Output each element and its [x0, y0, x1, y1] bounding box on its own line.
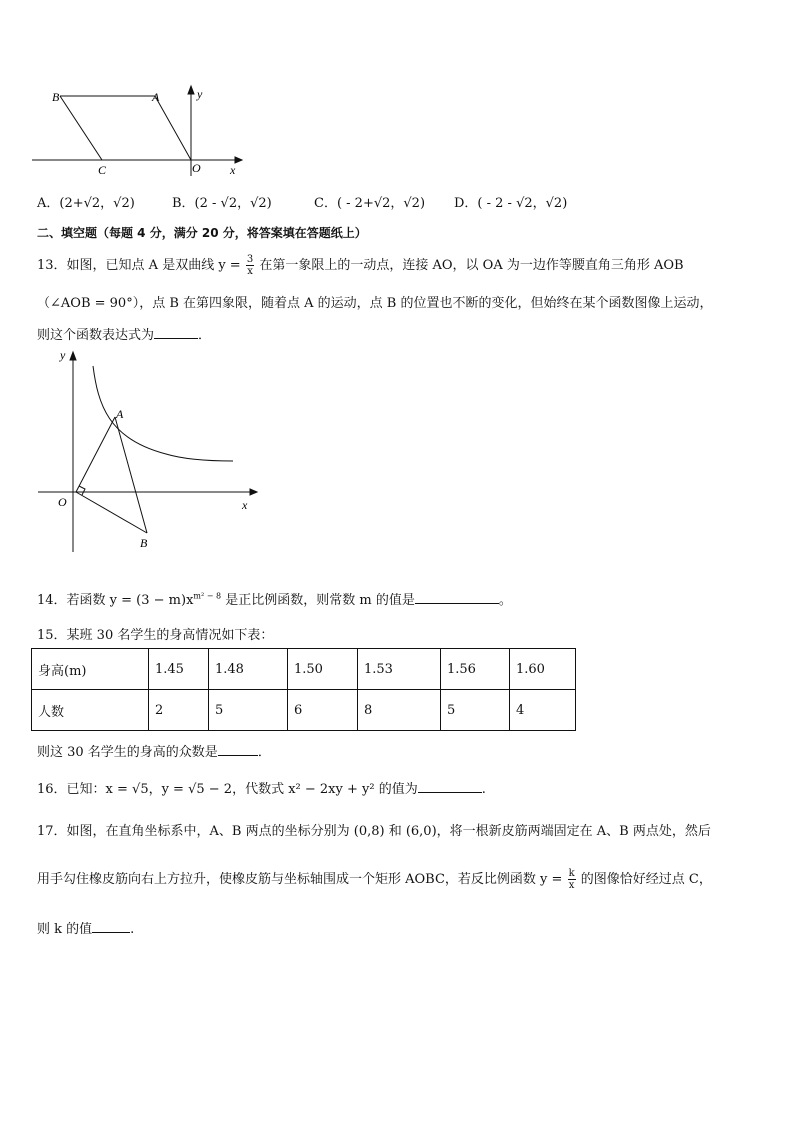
label-x: x: [242, 498, 248, 512]
label-x: x: [230, 163, 236, 177]
label-y: y: [60, 348, 66, 362]
table-cell-header: 人数: [32, 690, 149, 731]
q12-option-d: D．( - 2 - √2，√2): [454, 196, 568, 211]
q16-text: 16．已知：x = √5，y = √5 − 2，代数式 x² − 2xy + y² 的值为: [37, 782, 418, 797]
q17-fraction-num: k: [568, 868, 575, 879]
table-cell: 5: [209, 690, 288, 731]
table-cell: 6: [288, 690, 358, 731]
q13-figure: [36, 344, 266, 556]
q12-option-c: C．( - 2+√2，√2): [314, 196, 426, 211]
table-cell: 5: [441, 690, 510, 731]
q13-line3: [37, 324, 211, 343]
q17-line3: [37, 918, 134, 937]
table-row: [32, 690, 576, 731]
table-cell: 8: [358, 690, 441, 731]
q15-end: ．: [257, 745, 271, 760]
q13-line1: [37, 254, 684, 277]
q13-line3-text: 则这个函数表达式为: [37, 328, 155, 343]
q13-line3-end: ．: [198, 328, 212, 343]
q13-fraction-num: 3: [246, 254, 254, 265]
label-C: C: [98, 163, 107, 177]
segment-OA: [76, 417, 115, 492]
q17-line3-text: 则 k 的值: [37, 922, 93, 937]
q14-end: 。: [498, 593, 512, 608]
table-cell: 1.50: [288, 649, 358, 690]
label-O: O: [58, 495, 67, 509]
q13-line2: （∠AOB = 90°），点 B 在第四象限，随着点 A 的运动，点 B 的位置也不断的变化，但始终在某个函数图像上运动，: [37, 296, 713, 311]
height-table: [31, 648, 576, 731]
table-row: [32, 649, 576, 690]
table-cell: 1.53: [358, 649, 441, 690]
q17-end: .: [130, 922, 135, 937]
q15-question-text: 则这 30 名学生的身高的众数是: [37, 745, 218, 760]
q13-fraction-den: x: [247, 266, 253, 277]
q17-line2-b: 的图像恰好经过点 C，: [580, 872, 712, 887]
q16-answer-blank[interactable]: [418, 780, 482, 793]
label-B: B: [52, 90, 60, 104]
q17-line2: [37, 868, 712, 891]
table-cell: 1.48: [209, 649, 288, 690]
q17-answer-blank[interactable]: [92, 920, 130, 933]
q14-line: [37, 589, 512, 608]
q17-fraction: [568, 868, 576, 891]
q17-line2-a: 用手勾住橡皮筋向右上方拉升，使橡皮筋与坐标轴围成一个矩形 AOBC，若反比例函数 y =: [37, 872, 563, 887]
q15-question: [37, 741, 271, 760]
table-cell: 1.45: [149, 649, 209, 690]
label-y: y: [197, 87, 203, 101]
y-axis-arrow: [70, 352, 76, 360]
y-axis-arrow: [188, 86, 194, 94]
q14-answer-blank[interactable]: [415, 591, 499, 604]
label-O: O: [192, 161, 201, 175]
q15-answer-blank[interactable]: [218, 743, 258, 756]
segment-OB: [76, 492, 147, 533]
x-axis-arrow: [235, 157, 242, 163]
q17-fraction-den: x: [568, 880, 575, 891]
table-cell: 4: [510, 690, 576, 731]
q14-exponent: m² − 8: [193, 591, 222, 601]
label-A: A: [116, 407, 124, 421]
q14-prefix: 14．若函数 y = (3 − m)x: [37, 593, 194, 608]
table-cell-header: 身高(m): [32, 649, 149, 690]
q12-option-b: B．(2 - √2，√2): [172, 196, 272, 211]
q13-answer-blank[interactable]: [154, 326, 198, 339]
segment-AB: [115, 417, 147, 533]
table-cell: 2: [149, 690, 209, 731]
q15-intro: 15．某班 30 名学生的身高情况如下表：: [37, 628, 274, 643]
parallelogram-ABCO: [60, 96, 191, 160]
q13-fraction: [246, 254, 254, 277]
hyperbola-curve: [93, 366, 233, 461]
q12-option-a: A．(2+√2，√2): [37, 196, 135, 211]
q12-figure: [30, 84, 260, 180]
q16-line: [37, 778, 486, 797]
q13-line1-b: 在第一象限上的一动点，连接 AO，以 OA 为一边作等腰直角三角形 AOB: [259, 258, 684, 273]
label-B: B: [140, 536, 148, 550]
x-axis-arrow: [250, 489, 257, 495]
right-angle-mark: [79, 486, 85, 495]
q13-line1-a: 13．如图，已知点 A 是双曲线 y =: [37, 258, 241, 273]
section-heading: 二、填空题（每题 4 分，满分 20 分，将答案填在答题纸上）: [37, 226, 367, 240]
table-cell: 1.56: [441, 649, 510, 690]
q17-line1: 17．如图，在直角坐标系中，A、B 两点的坐标分别为 (0,8) 和 (6,0)，将一根新皮筋两端固定在 A、B 两点处，然后: [37, 824, 711, 839]
label-A: A: [152, 90, 160, 104]
q16-end: .: [481, 782, 486, 797]
q14-suffix: 是正比例函数，则常数 m 的值是: [225, 593, 415, 608]
table-cell: 1.60: [510, 649, 576, 690]
